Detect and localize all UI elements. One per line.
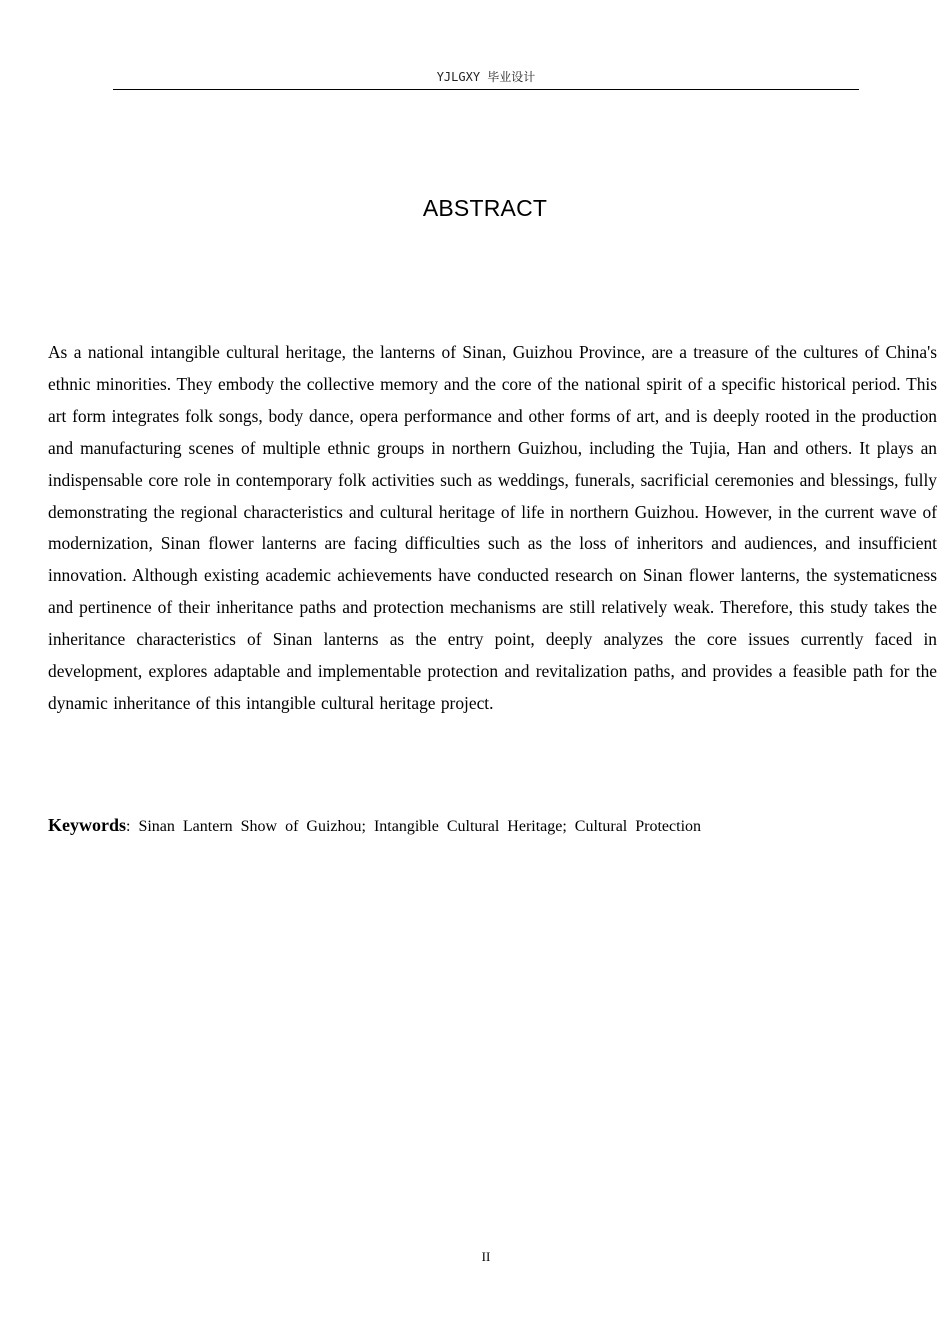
page-title: ABSTRACT	[422, 195, 548, 221]
abstract-body: As a national intangible cultural heritage, the lanterns of Sinan, Guizhou Province, are a treasure of the cultures of China's ethnic minorities. They embody the collective memory and the core of the national spirit of a specific historical period. This art form integrates folk songs, body dance, opera performance and other forms of art, and is deeply rooted in the production and manufacturing scenes of multiple ethnic groups in northern Guizhou, including the Tujia, Han and others. It plays an indispensable core role in contemporary folk activities such as weddings, funerals, sacrificial ceremonies and blessings, fully demonstrating the regional characteristics and cultural heritage of life in northern Guizhou. However, in the current wave of modernization, Sinan flower lanterns are facing difficulties such as the loss of inheritors and audiences, and insufficient innovation. Although existing academic achievements have conducted research on Sinan flower lanterns, the systematicness and pertinence of their inheritance paths and protection mechanisms are still relatively weak. Therefore, this study takes the inheritance characteristics of Sinan lanterns as the entry point, deeply analyzes the core issues currently faced in development, explores adaptable and implementable protection and revitalization paths, and provides a feasible path for the dynamic inheritance of this intangible cultural heritage project.	[48, 342, 937, 713]
page-header: YJLGXY 毕业设计	[113, 66, 859, 90]
keywords-text: Sinan Lantern Show of Guizhou; Intangible Cultural Heritage; Cultural Protection	[138, 818, 702, 835]
keywords-label: Keywords	[48, 815, 126, 835]
page-number: II	[481, 1249, 491, 1264]
keywords-line	[48, 810, 937, 842]
keywords-separator: :	[126, 818, 139, 835]
